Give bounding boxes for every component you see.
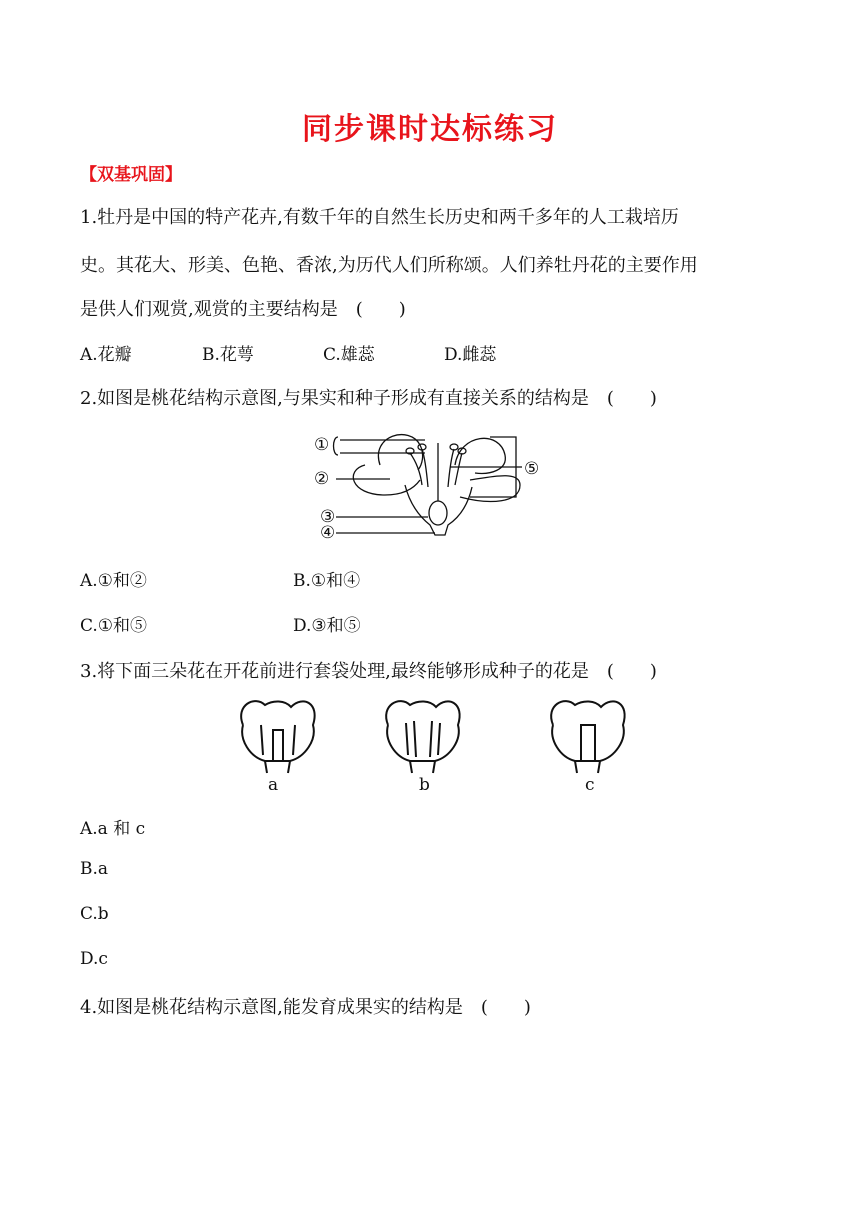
question-1-line-1: 1.牡丹是中国的特产花卉,有数千年的自然生长历史和两千多年的人工栽培历 — [80, 207, 679, 228]
label-2: ② — [314, 469, 330, 489]
question-2-stem: 2.如图是桃花结构示意图,与果实和种子形成有直接关系的结构是 ( ) — [80, 388, 657, 409]
section-label: 【双基巩固】 — [80, 165, 182, 185]
three-flowers-figure — [225, 695, 645, 795]
q1-option-c[interactable]: C.雄蕊 — [323, 345, 375, 365]
flower-label-a: a — [268, 775, 279, 795]
q1-option-b[interactable]: B.花萼 — [202, 345, 254, 365]
flower-label-c: c — [585, 775, 595, 795]
question-1-line-3: 是供人们观赏,观赏的主要结构是 ( ) — [80, 299, 406, 320]
q3-option-d[interactable]: D.c — [80, 949, 108, 969]
q2-option-a[interactable]: A.①和② — [80, 571, 147, 591]
question-4-stem: 4.如图是桃花结构示意图,能发育成果实的结构是 ( ) — [80, 997, 531, 1018]
q2-option-b[interactable]: B.①和④ — [293, 571, 361, 591]
peach-flower-diagram — [310, 425, 560, 543]
question-3-stem: 3.将下面三朵花在开花前进行套袋处理,最终能够形成种子的花是 ( ) — [80, 661, 657, 682]
q3-option-c[interactable]: C.b — [80, 904, 109, 924]
q1-option-a[interactable]: A.花瓣 — [80, 345, 132, 365]
q3-option-b[interactable]: B.a — [80, 859, 109, 879]
page-title: 同步课时达标练习 — [302, 112, 558, 147]
label-3: ③ — [320, 507, 336, 527]
q3-option-a[interactable]: A.a 和 c — [80, 819, 146, 839]
question-1-line-2: 史。其花大、形美、色艳、香浓,为历代人们所称颂。人们养牡丹花的主要作用 — [80, 255, 698, 276]
q1-option-d[interactable]: D.雌蕊 — [444, 345, 497, 365]
label-4: ④ — [320, 523, 336, 543]
label-1: ① — [314, 435, 330, 455]
label-5: ⑤ — [524, 459, 540, 479]
flower-label-b: b — [419, 775, 430, 795]
q2-option-d[interactable]: D.③和⑤ — [293, 616, 361, 636]
q2-option-c[interactable]: C.①和⑤ — [80, 616, 148, 636]
